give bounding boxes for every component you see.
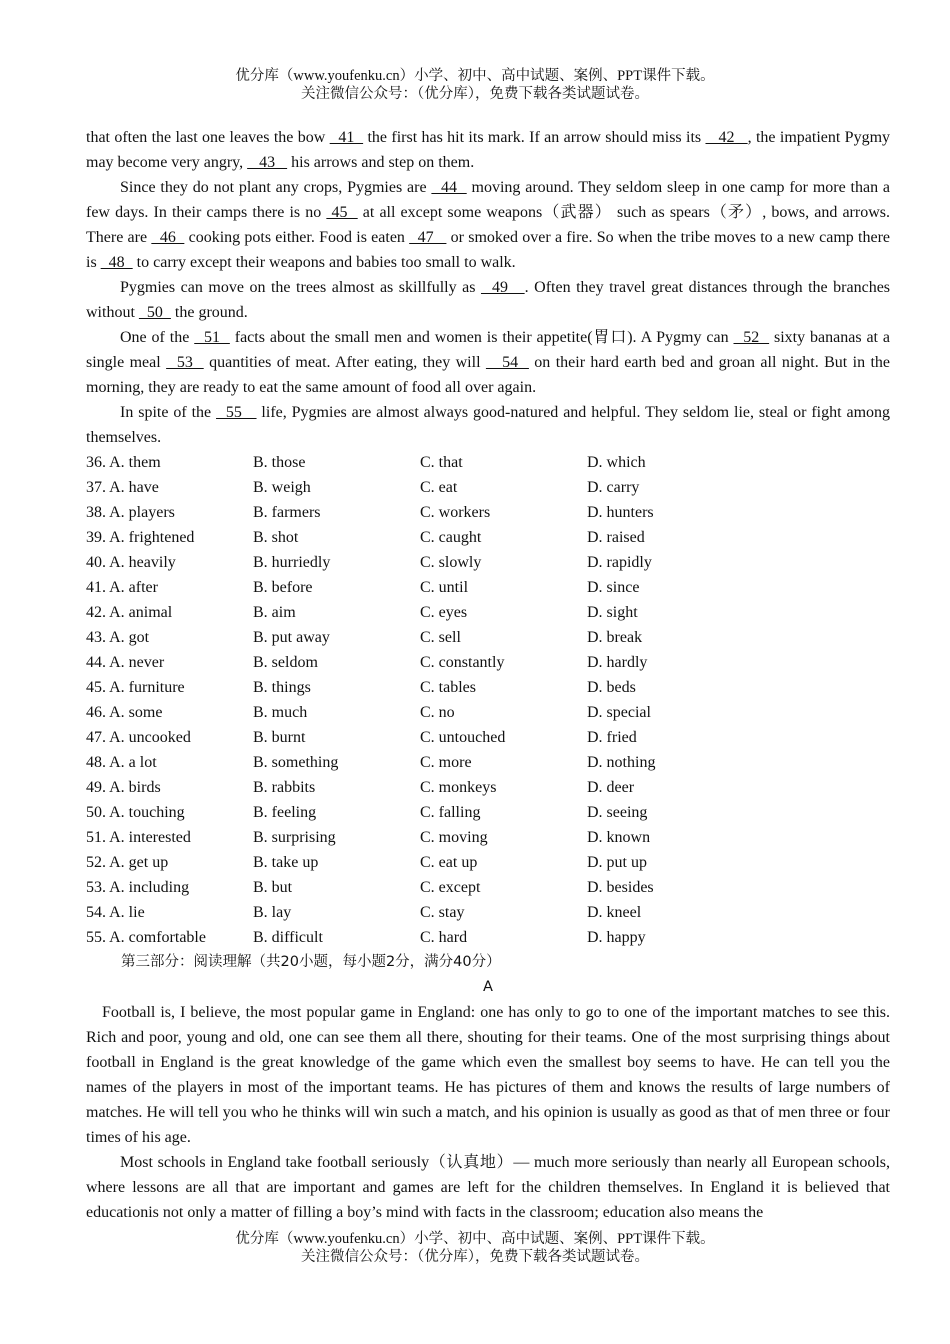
option-d: D. which <box>587 454 646 471</box>
option-a: 49. A. birds <box>86 779 161 796</box>
option-b: B. feeling <box>253 804 317 821</box>
option-a: 45. A. furniture <box>86 679 185 696</box>
reading-a-paragraph-2: Most schools in England take football seriously（认真地）— much more seriously than nearly all European schools, where lessons are all that are important and games are left for the children themselves. In England it is believed that educationis not only a matter of filling a boy’s mind with facts in the classroom; education also means the <box>86 1154 890 1221</box>
option-d: D. nothing <box>587 754 656 771</box>
option-a: 40. A. heavily <box>86 554 176 571</box>
option-d: D. put up <box>587 854 647 871</box>
option-a: 48. A. a lot <box>86 754 157 771</box>
blank-52: 52 <box>733 329 770 346</box>
option-a: 42. A. animal <box>86 604 173 621</box>
footer-banner <box>0 1230 950 1266</box>
option-c: C. slowly <box>420 554 482 571</box>
option-c: C. sell <box>420 629 461 646</box>
option-d: D. deer <box>587 779 635 796</box>
header-banner <box>0 67 950 103</box>
blank-43: 43 <box>247 154 288 171</box>
option-b: B. something <box>253 754 339 771</box>
question-row <box>86 575 890 600</box>
option-d: D. special <box>587 704 651 721</box>
option-a: 52. A. get up <box>86 854 169 871</box>
option-c: C. eat <box>420 479 458 496</box>
passage-paragraph-3: Pygmies can move on the trees almost as skillfully as 49 . Often they travel great distances through the branches without 50 the ground. <box>86 279 891 321</box>
option-b: B. things <box>253 679 311 696</box>
section-3-passage-letter: A <box>483 979 493 995</box>
option-d: D. seeing <box>587 804 648 821</box>
option-a: 36. A. them <box>86 454 161 471</box>
question-row <box>86 650 890 675</box>
option-d: D. break <box>587 629 643 646</box>
blank-44: 44 <box>431 179 467 196</box>
option-c: C. tables <box>420 679 476 696</box>
option-a: 43. A. got <box>86 629 150 646</box>
blank-51: 51 <box>194 329 230 346</box>
option-c: C. eat up <box>420 854 478 871</box>
option-c: C. except <box>420 879 481 896</box>
question-row <box>86 625 890 650</box>
option-c: C. moving <box>420 829 488 846</box>
option-a: 51. A. interested <box>86 829 191 846</box>
option-c: C. no <box>420 704 455 721</box>
passage-paragraph-1: that often the last one leaves the bow 41 the first has hit its mark. If an arrow should miss its 42 , the impatient Pygmy may become very angry, 43 his arrows and step on them. <box>86 129 891 171</box>
question-row <box>86 475 890 500</box>
footer-line-2: 关注微信公众号：（优分库），免费下载各类试题试卷。 <box>301 1249 649 1265</box>
option-a: 44. A. never <box>86 654 165 671</box>
option-d: D. besides <box>587 879 654 896</box>
option-a: 47. A. uncooked <box>86 729 191 746</box>
option-a: 39. A. frightened <box>86 529 195 546</box>
passage-paragraph-4: One of the 51 facts about the small men and women is their appetite(胃口). A Pygmy can 52 sixty bananas at a single meal 53 quantities of meat. After eating, they will 54 on their hard earth bed and groan all night. But in the morning, they are ready to eat the same amount of food all over again. <box>86 329 891 396</box>
option-a: 38. A. players <box>86 504 175 521</box>
option-b: B. hurriedly <box>253 554 331 571</box>
question-row <box>86 700 890 725</box>
option-b: B. shot <box>253 529 299 546</box>
blank-47: 47 <box>409 229 447 246</box>
blank-55: 55 <box>216 404 257 421</box>
option-d: D. sight <box>587 604 638 621</box>
option-c: C. that <box>420 454 463 471</box>
option-d: D. fried <box>587 729 637 746</box>
question-row <box>86 750 890 775</box>
option-c: C. monkeys <box>420 779 497 796</box>
passage-paragraph-2: Since they do not plant any crops, Pygmies are 44 moving around. They seldom sleep in one camp for more than a few days. In their camps there is no 45 at all except some weapons（武器） such as spears（矛）, bows, and arrows. There are 46 cooking pots either. Food is eaten 47 or smoked over a fire. So when the tribe moves to a new camp there is 48 to carry except their weapons and babies too small to walk. <box>86 179 891 271</box>
reading-a-paragraph-1: Football is, I believe, the most popular game in England: one has only to go to one of the important matches to see this. Rich and poor, young and old, one can see them all there, shouting for their teams. One of the most surprising things about football in England is the great knowledge of the game which even the smallest boy seems to have. He can tell you the names of the players in most of the important teams. He has pictures of them and knows the results of large numbers of matches. He will tell you who he thinks will win such a match, and his opinion is usually as good as that of men three or four times of his age. <box>86 1004 890 1146</box>
option-c: C. workers <box>420 504 491 521</box>
question-row <box>86 525 890 550</box>
option-d: D. carry <box>587 479 640 496</box>
option-a: 54. A. lie <box>86 904 145 921</box>
blank-41: 41 <box>329 129 364 146</box>
option-b: B. but <box>253 879 293 896</box>
option-d: D. raised <box>587 529 645 546</box>
question-row <box>86 825 890 850</box>
question-row <box>86 500 890 525</box>
option-b: B. burnt <box>253 729 306 746</box>
option-d: D. happy <box>587 929 646 946</box>
question-row <box>86 450 890 475</box>
option-a: 55. A. comfortable <box>86 929 206 946</box>
question-row <box>86 850 890 875</box>
option-b: B. surprising <box>253 829 336 846</box>
blank-54: 54 <box>485 354 529 371</box>
option-b: B. aim <box>253 604 296 621</box>
option-a: 50. A. touching <box>86 804 185 821</box>
question-row <box>86 725 890 750</box>
option-b: B. before <box>253 579 313 596</box>
option-b: B. those <box>253 454 306 471</box>
option-a: 41. A. after <box>86 579 158 596</box>
option-b: B. seldom <box>253 654 318 671</box>
blank-48: 48 <box>100 254 133 271</box>
option-c: C. falling <box>420 804 481 821</box>
blank-50: 50 <box>138 304 171 321</box>
option-d: D. known <box>587 829 651 846</box>
question-row <box>86 675 890 700</box>
question-list <box>86 450 890 950</box>
option-c: C. caught <box>420 529 482 546</box>
option-d: D. since <box>587 579 640 596</box>
question-row <box>86 875 890 900</box>
question-row <box>86 925 890 950</box>
option-c: C. hard <box>420 929 468 946</box>
option-c: C. constantly <box>420 654 505 671</box>
passage-paragraph-5: In spite of the 55 life, Pygmies are almost always good-natured and helpful. They seldom lie, steal or fight among themselves. <box>86 404 891 446</box>
option-d: D. hunters <box>587 504 654 521</box>
option-b: B. rabbits <box>253 779 316 796</box>
footer-line-1: 优分库（www.youfenku.cn）小学、初中、高中试题、案例、PPT课件下载。 <box>235 1231 715 1247</box>
option-b: B. farmers <box>253 504 321 521</box>
option-c: C. untouched <box>420 729 506 746</box>
question-row <box>86 800 890 825</box>
option-c: C. more <box>420 754 472 771</box>
option-a: 46. A. some <box>86 704 163 721</box>
option-d: D. beds <box>587 679 636 696</box>
option-c: C. until <box>420 579 469 596</box>
question-row <box>86 550 890 575</box>
option-a: 37. A. have <box>86 479 159 496</box>
blank-49: 49 <box>480 279 525 296</box>
option-d: D. rapidly <box>587 554 652 571</box>
document-body <box>86 125 890 1225</box>
option-b: B. difficult <box>253 929 323 946</box>
option-c: C. eyes <box>420 604 468 621</box>
blank-53: 53 <box>166 354 204 371</box>
option-b: B. weigh <box>253 479 311 496</box>
option-b: B. lay <box>253 904 292 921</box>
option-b: B. put away <box>253 629 330 646</box>
question-row <box>86 600 890 625</box>
blank-46: 46 <box>151 229 185 246</box>
header-line-1: 优分库（www.youfenku.cn）小学、初中、高中试题、案例、PPT课件下载。 <box>235 68 715 84</box>
blank-42: 42 <box>705 129 748 146</box>
option-d: D. hardly <box>587 654 648 671</box>
header-line-2: 关注微信公众号：（优分库），免费下载各类试题试卷。 <box>301 86 649 102</box>
option-d: D. kneel <box>587 904 642 921</box>
option-a: 53. A. including <box>86 879 190 896</box>
question-row <box>86 775 890 800</box>
section-3-title: 第三部分：阅读理解（共20小题，每小题2分，满分40分） <box>121 954 501 970</box>
option-b: B. take up <box>253 854 319 871</box>
question-row <box>86 900 890 925</box>
blank-45: 45 <box>326 204 358 221</box>
option-c: C. stay <box>420 904 465 921</box>
option-b: B. much <box>253 704 308 721</box>
